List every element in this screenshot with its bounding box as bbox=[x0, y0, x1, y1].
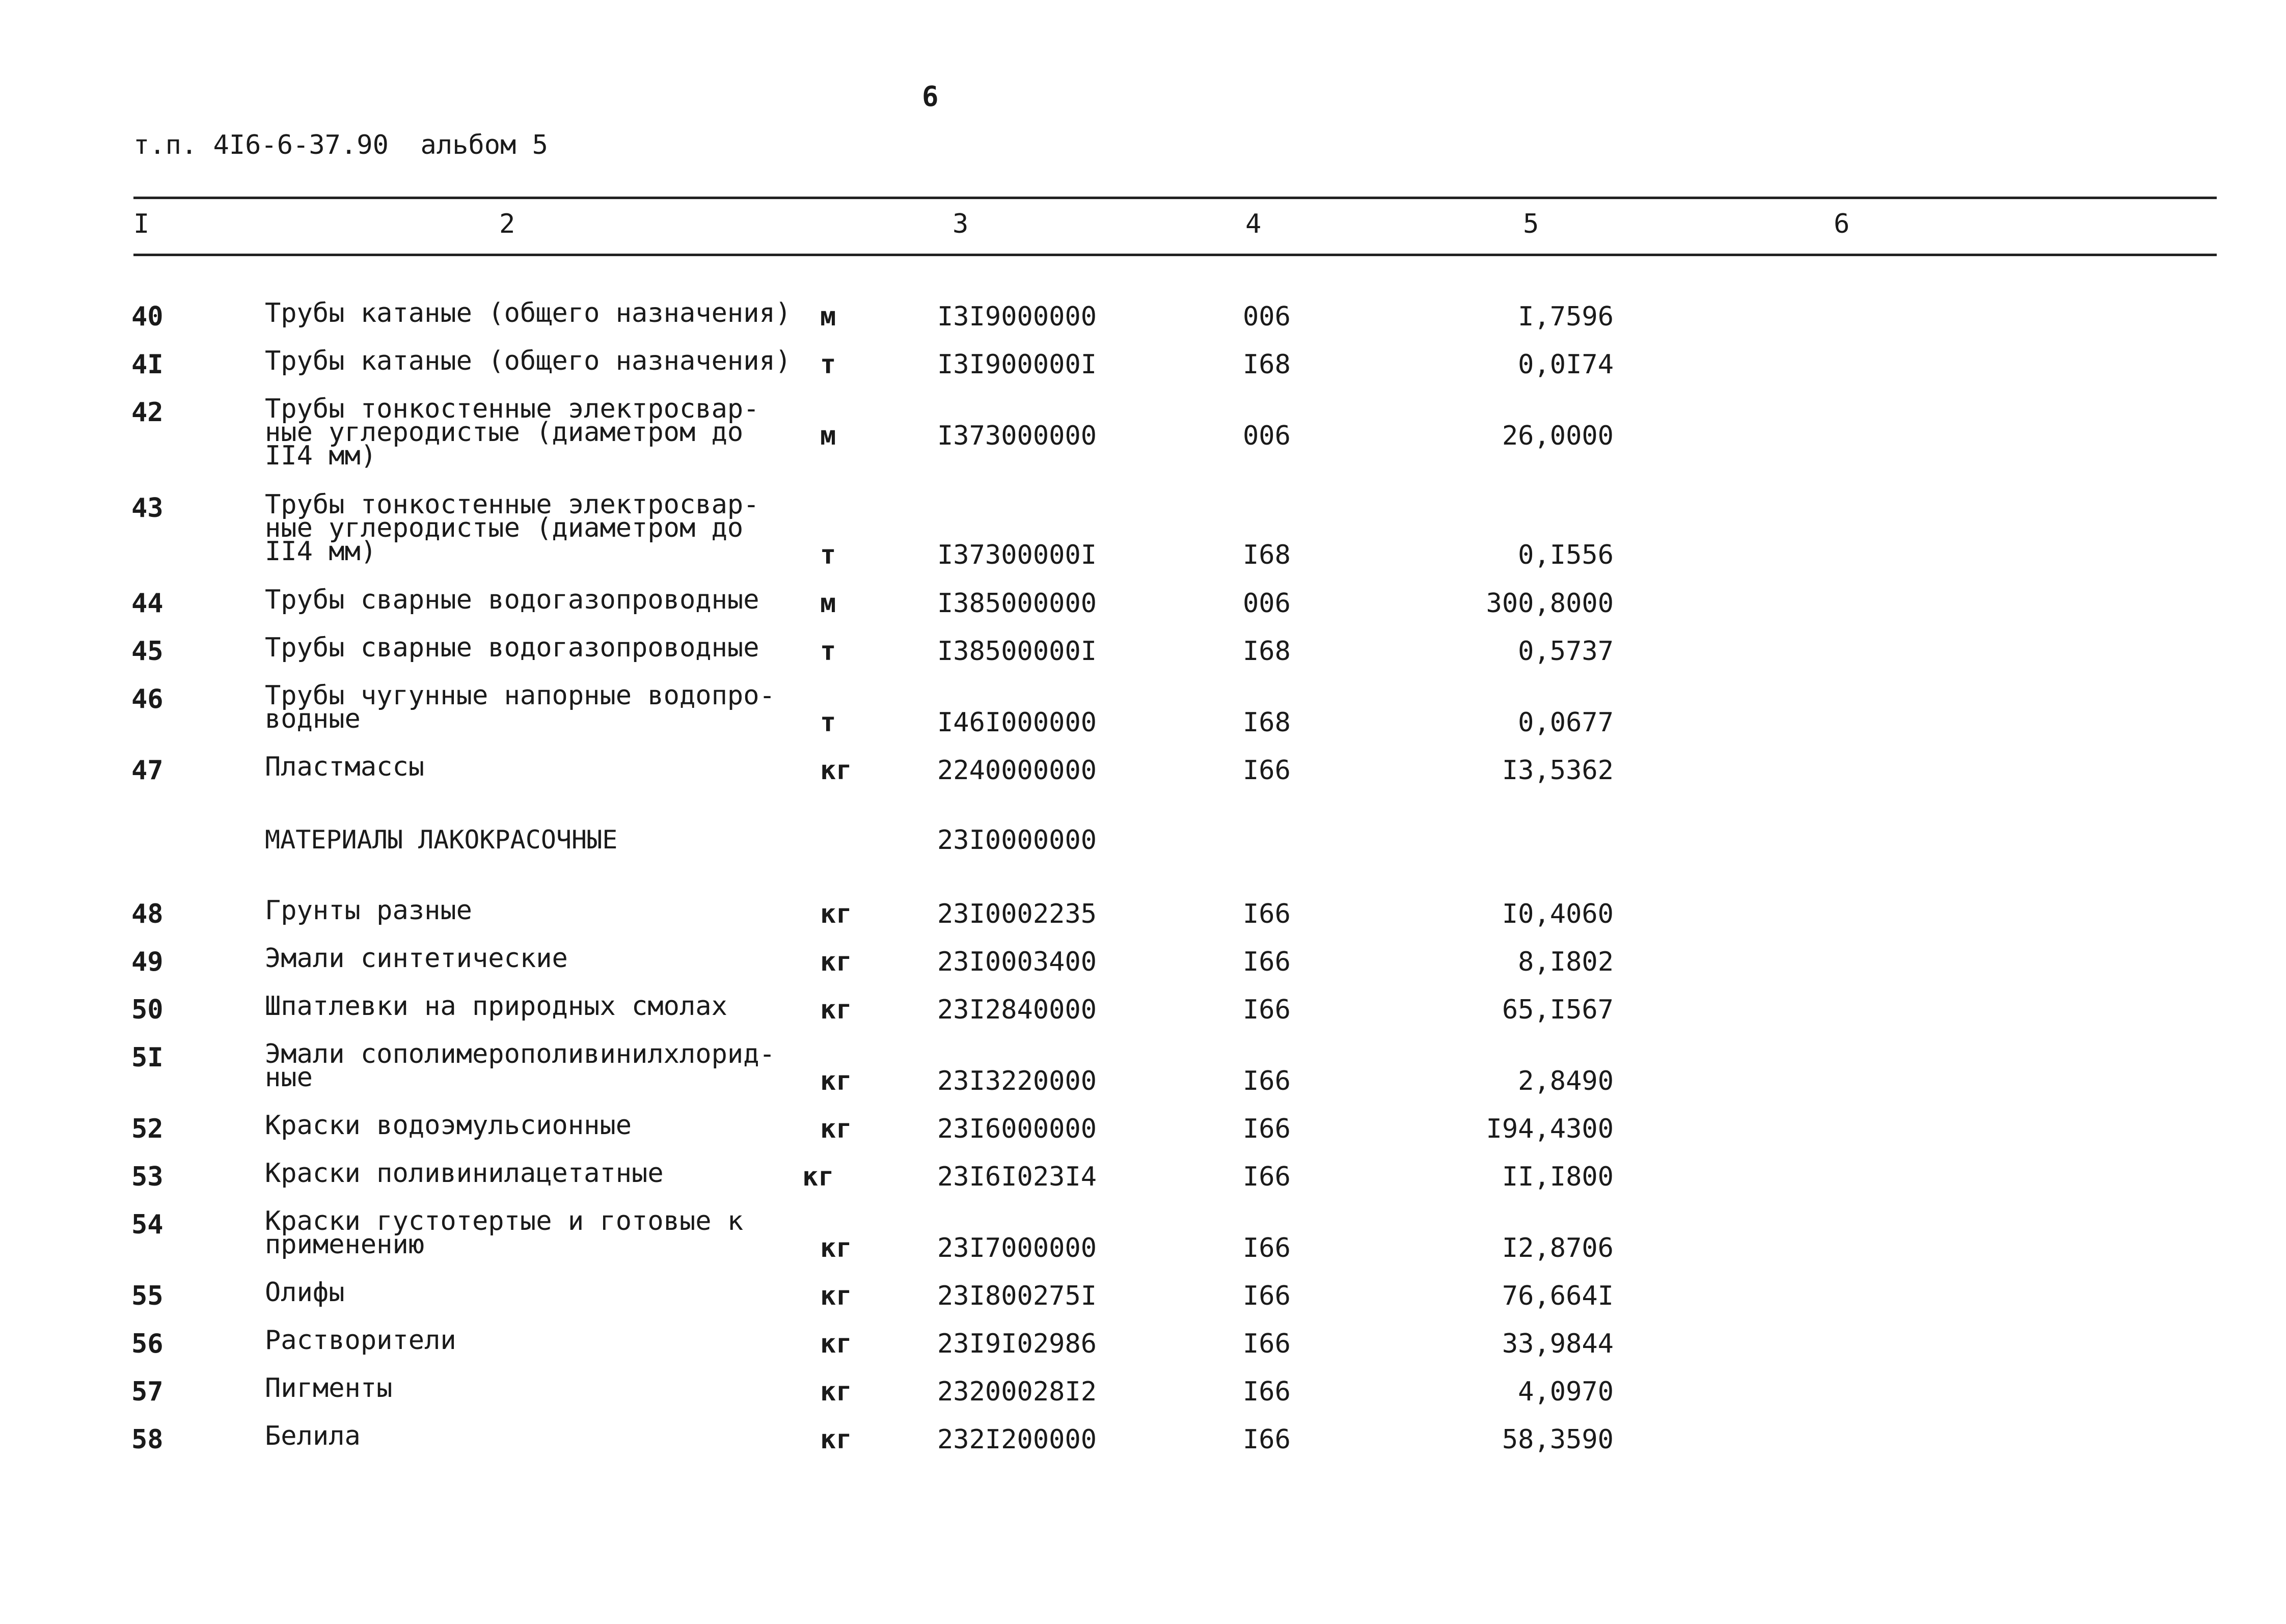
material-name: Олифы bbox=[265, 1277, 345, 1308]
quantity: I3,5362 bbox=[1502, 755, 1614, 786]
material-name: Трубы катаные (общего назначения) bbox=[265, 346, 792, 376]
material-code: 23I6I023I4 bbox=[937, 1162, 1097, 1192]
row-number: 47 bbox=[131, 755, 164, 786]
unit-code: I66 bbox=[1243, 1377, 1291, 1407]
unit-code: I66 bbox=[1243, 755, 1291, 786]
row-number: 48 bbox=[131, 899, 164, 929]
unit: кг bbox=[820, 1329, 852, 1359]
unit-code: 006 bbox=[1243, 588, 1291, 619]
unit: кг bbox=[820, 995, 852, 1025]
material-code: 2240000000 bbox=[937, 755, 1097, 786]
row-number: 50 bbox=[131, 995, 164, 1025]
material-code: 23I7000000 bbox=[937, 1233, 1097, 1263]
material-code: 23I6000000 bbox=[937, 1114, 1097, 1144]
quantity: 4,0970 bbox=[1518, 1377, 1614, 1407]
unit: кг bbox=[802, 1162, 834, 1192]
row-number: 4I bbox=[131, 349, 164, 380]
material-code: I3I9000000 bbox=[937, 301, 1097, 332]
unit-code: I66 bbox=[1243, 899, 1291, 929]
material-name: Трубы тонкостенные электросвар- ные углеродистые (диаметром до II4 мм) bbox=[265, 394, 759, 471]
quantity: 2,8490 bbox=[1518, 1066, 1614, 1096]
column-header-5: 5 bbox=[1523, 209, 1539, 239]
quantity: 65,I567 bbox=[1502, 995, 1614, 1025]
unit: кг bbox=[820, 1066, 852, 1096]
material-code: I3I900000I bbox=[937, 349, 1097, 380]
material-name: Трубы тонкостенные электросвар- ные углеродистые (диаметром до II4 мм) bbox=[265, 489, 759, 567]
unit-code: I68 bbox=[1243, 540, 1291, 570]
row-number: 52 bbox=[131, 1114, 164, 1144]
material-code: 23I0003400 bbox=[937, 947, 1097, 977]
column-header-4: 4 bbox=[1245, 209, 1262, 239]
quantity: I2,8706 bbox=[1502, 1233, 1614, 1263]
row-number: 45 bbox=[131, 636, 164, 667]
unit-code: I66 bbox=[1243, 1162, 1291, 1192]
unit: кг bbox=[820, 1377, 852, 1407]
document-reference: т.п. 4I6-6-37.90 альбом 5 bbox=[133, 130, 548, 160]
unit: кг bbox=[820, 1281, 852, 1311]
quantity: 0,5737 bbox=[1518, 636, 1614, 667]
material-name: Трубы катаные (общего назначения) bbox=[265, 298, 792, 328]
material-name: Эмали синтетические bbox=[265, 943, 568, 974]
material-name: Трубы сварные водогазопроводные bbox=[265, 632, 759, 663]
material-name: Трубы чугунные напорные водопро- водные bbox=[265, 680, 775, 734]
unit-code: I66 bbox=[1243, 1329, 1291, 1359]
row-number: 44 bbox=[131, 588, 164, 619]
row-number: 43 bbox=[131, 493, 164, 524]
row-number: 56 bbox=[131, 1329, 164, 1359]
material-code: 232I200000 bbox=[937, 1424, 1097, 1455]
material-name: Эмали сополимерополивинилхлорид- ные bbox=[265, 1039, 775, 1093]
material-name: Краски густотертые и готовые к применению bbox=[265, 1206, 744, 1260]
page-number: 6 bbox=[922, 80, 939, 113]
unit: м bbox=[820, 301, 836, 332]
row-number: 42 bbox=[131, 397, 164, 428]
unit: кг bbox=[820, 947, 852, 977]
unit-code: 006 bbox=[1243, 301, 1291, 332]
material-code: I37300000I bbox=[937, 540, 1097, 570]
unit-code: I66 bbox=[1243, 995, 1291, 1025]
unit-code: I68 bbox=[1243, 636, 1291, 667]
material-code: 23I3220000 bbox=[937, 1066, 1097, 1096]
row-number: 54 bbox=[131, 1209, 164, 1240]
unit: т bbox=[820, 349, 836, 380]
quantity: 26,0000 bbox=[1502, 421, 1614, 451]
unit: кг bbox=[820, 1424, 852, 1455]
quantity: 0,0I74 bbox=[1518, 349, 1614, 380]
unit: м bbox=[820, 421, 836, 451]
material-name: Пластмассы bbox=[265, 752, 425, 782]
row-number: 46 bbox=[131, 684, 164, 714]
material-code: 23I0002235 bbox=[937, 899, 1097, 929]
section-code: 23I0000000 bbox=[937, 825, 1097, 856]
unit-code: 006 bbox=[1243, 421, 1291, 451]
quantity: 0,0677 bbox=[1518, 707, 1614, 738]
unit-code: I68 bbox=[1243, 349, 1291, 380]
section-title: МАТЕРИАЛЫ ЛАКОКРАСОЧНЫЕ bbox=[265, 825, 618, 855]
material-name: Белила bbox=[265, 1421, 361, 1451]
material-name: Краски поливинилацетатные bbox=[265, 1158, 664, 1189]
material-name: Краски водоэмульсионные bbox=[265, 1110, 632, 1141]
unit: кг bbox=[820, 755, 852, 786]
row-number: 58 bbox=[131, 1424, 164, 1455]
quantity: I94,4300 bbox=[1486, 1114, 1614, 1144]
material-name: Грунты разные bbox=[265, 895, 472, 926]
material-name: Растворители bbox=[265, 1325, 456, 1356]
row-number: 5I bbox=[131, 1042, 164, 1073]
row-number: 49 bbox=[131, 947, 164, 977]
material-code: 23I9I02986 bbox=[937, 1329, 1097, 1359]
material-code: I38500000I bbox=[937, 636, 1097, 667]
unit-code: I66 bbox=[1243, 1066, 1291, 1096]
header-bottom-rule bbox=[133, 254, 2217, 256]
unit: кг bbox=[820, 1233, 852, 1263]
quantity: 300,8000 bbox=[1486, 588, 1614, 619]
material-code: 23200028I2 bbox=[937, 1377, 1097, 1407]
material-code: I373000000 bbox=[937, 421, 1097, 451]
header-top-rule bbox=[133, 197, 2217, 199]
row-number: 40 bbox=[131, 301, 164, 332]
quantity: II,I800 bbox=[1502, 1162, 1614, 1192]
quantity: 58,3590 bbox=[1502, 1424, 1614, 1455]
unit: т bbox=[820, 707, 836, 738]
material-code: 23I2840000 bbox=[937, 995, 1097, 1025]
material-name: Пигменты bbox=[265, 1373, 393, 1403]
row-number: 53 bbox=[131, 1162, 164, 1192]
unit: м bbox=[820, 588, 836, 619]
unit-code: I66 bbox=[1243, 1233, 1291, 1263]
quantity: 76,664I bbox=[1502, 1281, 1614, 1311]
row-number: 57 bbox=[131, 1377, 164, 1407]
quantity: I,7596 bbox=[1518, 301, 1614, 332]
quantity: 8,I802 bbox=[1518, 947, 1614, 977]
material-code: 23I800275I bbox=[937, 1281, 1097, 1311]
unit: т bbox=[820, 540, 836, 570]
unit-code: I66 bbox=[1243, 1424, 1291, 1455]
material-name: Трубы сварные водогазопроводные bbox=[265, 585, 759, 615]
column-header-1: I bbox=[133, 209, 150, 239]
unit-code: I66 bbox=[1243, 1281, 1291, 1311]
column-header-6: 6 bbox=[1834, 209, 1850, 239]
quantity: I0,4060 bbox=[1502, 899, 1614, 929]
unit: т bbox=[820, 636, 836, 667]
unit: кг bbox=[820, 899, 852, 929]
unit-code: I66 bbox=[1243, 1114, 1291, 1144]
material-code: I385000000 bbox=[937, 588, 1097, 619]
quantity: 0,I556 bbox=[1518, 540, 1614, 570]
unit: кг bbox=[820, 1114, 852, 1144]
material-code: I46I000000 bbox=[937, 707, 1097, 738]
row-number: 55 bbox=[131, 1281, 164, 1311]
column-header-2: 2 bbox=[499, 209, 515, 239]
column-header-3: 3 bbox=[953, 209, 969, 239]
quantity: 33,9844 bbox=[1502, 1329, 1614, 1359]
unit-code: I68 bbox=[1243, 707, 1291, 738]
material-name: Шпатлевки на природных смолах bbox=[265, 991, 727, 1022]
unit-code: I66 bbox=[1243, 947, 1291, 977]
